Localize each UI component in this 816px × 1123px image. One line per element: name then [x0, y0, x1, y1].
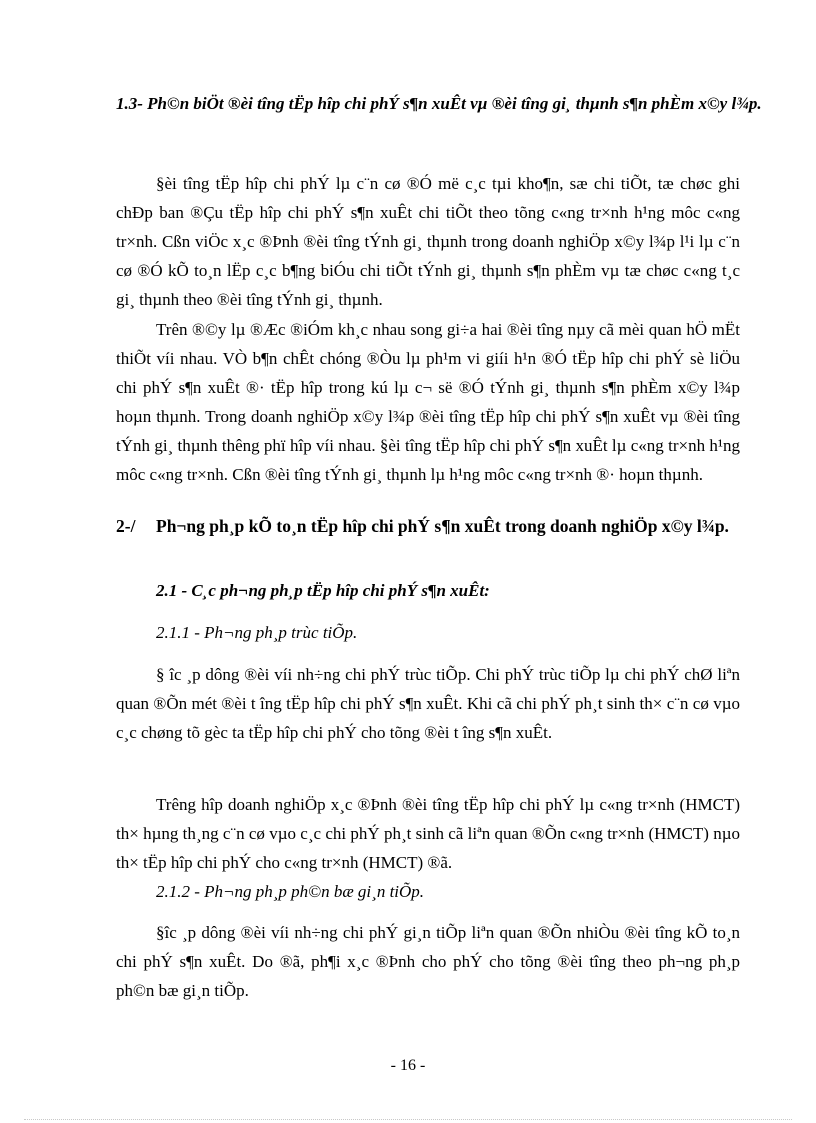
paragraph: Trêng hîp doanh nghiÖp x¸c ®Þnh ®èi tîng tËp hîp chi phÝ lµ c«ng tr×nh (HMCT) th× hµng th¸ng c¨n cø vµo c¸c chi phÝ ph¸t sinh cã liªn quan ®Õn c«ng tr×nh (HMCT) nµo th× tËp hîp chi phÝ cho c«ng tr×nh (HMCT) ®ã.: [116, 795, 740, 872]
paragraph: Trên ®©y lµ ®Æc ®iÓm kh¸c nhau song gi÷a hai ®èi tîng nµy cã mèi quan hÖ mËt thiÕt víi nhau. VÒ b¶n chÊt chóng ®Òu lµ ph¹m vi giíi h¹n ®Ó tËp hîp chi phÝ sè liÖu chi phÝ s¶n xuÊt ®· tËp hîp trong kú lµ c¬ së ®Ó tÝnh gi¸ thµnh s¶n phÈm x©y l¾p hoµn thµnh. Trong doanh nghiÖp x©y l¾p ®èi tîng tËp hîp chi phÝ s¶n xuÊt vµ ®èi tîng tÝnh gi¸ thµnh thêng phï hîp víi nhau. §èi tîng tËp hîp chi phÝ s¶n xuÊt lµ c«ng tr×nh h¹ng môc c«ng tr×nh. Cßn ®èi tîng tÝnh gi¸ thµnh lµ h¹ng môc c«ng tr×nh ®· hoµn thµnh.: [116, 320, 740, 484]
section-2-1-1-heading: 2.1.1 - Ph¬ng ph¸p trùc tiÕp.: [156, 623, 358, 642]
section-2-1-heading: 2.1 - C¸c ph¬ng ph¸p tËp hîp chi phÝ s¶n xuÊt:: [156, 581, 490, 600]
paragraph: §èi tîng tËp hîp chi phÝ lµ c¨n cø ®Ó më c¸c tµi kho¶n, sæ chi tiÕt, tæ chøc ghi chÐp ban ®Çu tËp hîp chi phÝ s¶n xuÊt chi tiÕt theo tõng c«ng tr×nh h¹ng môc c«ng tr×nh. Cßn viÖc x¸c ®Þnh ®èi tîng tÝnh gi¸ thµnh trong doanh nghiÖp x©y l¾p l¹i lµ c¨n cø ®Ó kÕ to¸n lËp c¸c b¶ng biÓu chi tiÕt tÝnh gi¸ thµnh s¶n phÈm vµ tæ chøc c«ng t¸c gi¸ thµnh theo ®èi tîng tÝnh gi¸ thµnh.: [116, 174, 740, 309]
section-title: Ph¬ng ph¸p kÕ to¸n tËp hîp chi phÝ s¶n xuÊt trong doanh nghiÖp x©y l¾p.: [156, 516, 729, 536]
section-2-heading: [116, 511, 780, 542]
paragraph: § îc ¸p dông ®èi víi nh÷ng chi phÝ trùc tiÕp. Chi phÝ trùc tiÕp lµ chi phÝ chØ liªn quan ®Õn mét ®èi t îng tËp hîp chi phÝ s¶n xuÊt. Khi cã chi phÝ ph¸t sinh th× c¨n cø vµo c¸c chøng tõ gèc ta tËp hîp chi phÝ cho tõng ®èi t îng s¶n xuÊt.: [116, 665, 740, 742]
section-number: 2-/: [116, 516, 136, 536]
page-bottom-divider: [24, 1119, 792, 1120]
page-number: - 16 -: [390, 1057, 426, 1074]
section-1-3-heading: 1.3- Ph©n biÖt ®èi tîng tËp hîp chi phÝ s¶n xuÊt vµ ®èi tîng gi¸ thµnh s¶n phÈm x©y l¾p.: [116, 94, 762, 113]
paragraph: §îc ¸p dông ®èi víi nh÷ng chi phÝ gi¸n tiÕp liªn quan ®Õn nhiÒu ®èi tîng kÕ to¸n chi phÝ s¶n xuÊt. Do ®ã, ph¶i x¸c ®Þnh cho phÝ cho tõng ®èi tîng theo ph¬ng ph¸p ph©n bæ gi¸n tiÕp.: [116, 923, 740, 1000]
section-2-1-2-heading: 2.1.2 - Ph¬ng ph¸p ph©n bæ gi¸n tiÕp.: [156, 882, 425, 901]
